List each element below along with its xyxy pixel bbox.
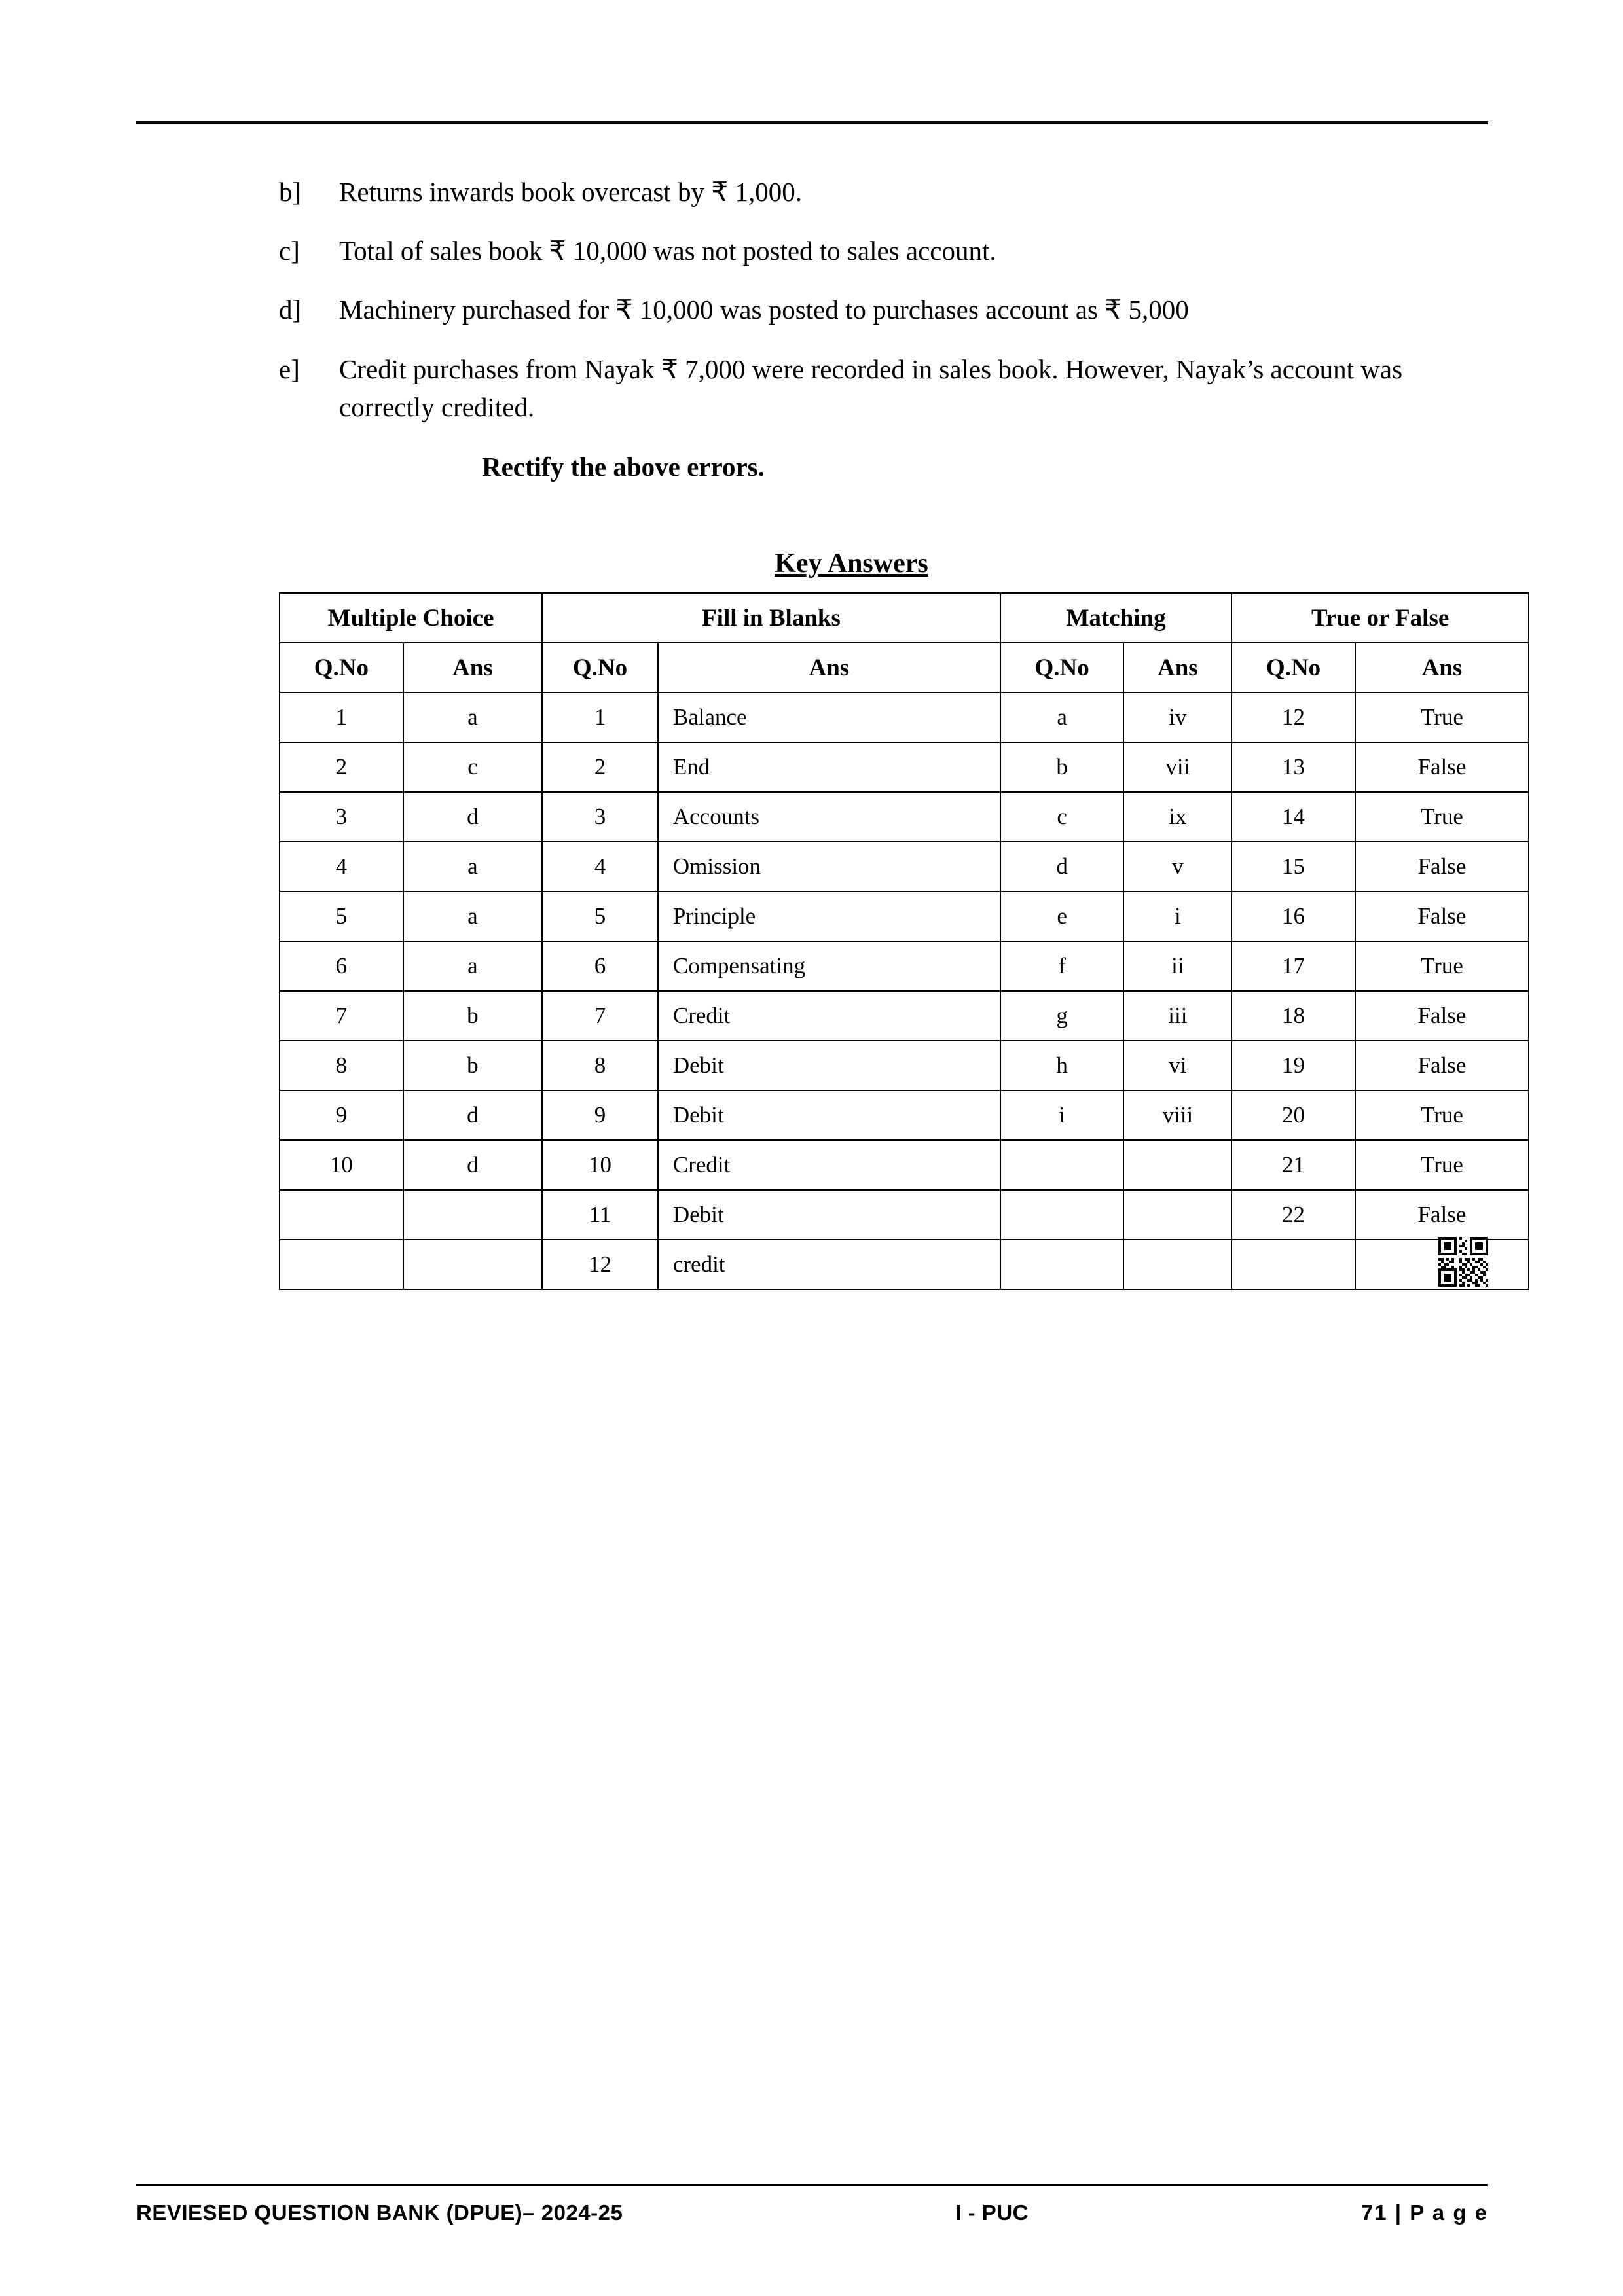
sub-header: Ans — [403, 643, 543, 692]
sub-header: Ans — [658, 643, 1000, 692]
table-row — [280, 891, 1529, 941]
cell: 3 — [280, 792, 403, 842]
cell: 8 — [280, 1041, 403, 1090]
cell: 9 — [542, 1090, 658, 1140]
footer-rule — [136, 2184, 1488, 2186]
question-label: d] — [279, 295, 302, 325]
cell: 19 — [1231, 1041, 1355, 1090]
sub-header: Ans — [1355, 643, 1529, 692]
table-row — [280, 991, 1529, 1041]
cell: 9 — [280, 1090, 403, 1140]
cell: 16 — [1231, 891, 1355, 941]
cell: b — [403, 991, 543, 1041]
cell: True — [1355, 941, 1529, 991]
cell — [1123, 1240, 1231, 1289]
cell — [1123, 1140, 1231, 1190]
cell: True — [1355, 792, 1529, 842]
cell: d — [403, 1140, 543, 1190]
cell — [1231, 1240, 1355, 1289]
rectify-instruction: Rectify the above errors. — [482, 452, 765, 482]
cell — [1000, 1140, 1124, 1190]
cell: 1 — [280, 692, 403, 742]
list-item — [279, 232, 1488, 270]
cell: e — [1000, 891, 1124, 941]
sub-header: Q.No — [1000, 643, 1124, 692]
sub-header: Q.No — [280, 643, 403, 692]
cell: 7 — [542, 991, 658, 1041]
list-item — [279, 291, 1488, 329]
cell: vi — [1123, 1041, 1231, 1090]
group-header-matching: Matching — [1000, 593, 1231, 643]
header-rule — [136, 121, 1488, 124]
cell: 10 — [280, 1140, 403, 1190]
cell: 5 — [280, 891, 403, 941]
table-row — [280, 1140, 1529, 1190]
table-sub-header-row — [280, 643, 1529, 692]
cell: viii — [1123, 1090, 1231, 1140]
question-text: Total of sales book ₹ 10,000 was not posted to sales account. — [339, 236, 996, 266]
cell: False — [1355, 1190, 1529, 1240]
question-label: e] — [279, 353, 300, 384]
cell: Debit — [658, 1090, 1000, 1140]
cell: 1 — [542, 692, 658, 742]
table-row — [280, 692, 1529, 742]
cell: vii — [1123, 742, 1231, 792]
question-text: Credit purchases from Nayak ₹ 7,000 were recorded in sales book. However, Nayak’s account was correctly credited. — [339, 353, 1403, 422]
cell: ix — [1123, 792, 1231, 842]
cell: Credit — [658, 991, 1000, 1041]
cell: i — [1000, 1090, 1124, 1140]
cell: a — [403, 842, 543, 891]
cell: 6 — [542, 941, 658, 991]
cell — [403, 1190, 543, 1240]
cell: a — [1000, 692, 1124, 742]
cell: Omission — [658, 842, 1000, 891]
cell: Compensating — [658, 941, 1000, 991]
cell: False — [1355, 891, 1529, 941]
cell: 2 — [542, 742, 658, 792]
cell: d — [403, 1090, 543, 1140]
table-row — [280, 941, 1529, 991]
sub-header: Q.No — [542, 643, 658, 692]
cell: Balance — [658, 692, 1000, 742]
cell: c — [403, 742, 543, 792]
cell: 10 — [542, 1140, 658, 1190]
group-header-true-or-false: True or False — [1231, 593, 1529, 643]
cell: 15 — [1231, 842, 1355, 891]
cell — [280, 1240, 403, 1289]
table-row — [280, 1240, 1529, 1289]
sub-header: Q.No — [1231, 643, 1355, 692]
footer-center-text: I - PUC — [955, 2200, 1029, 2225]
cell: Debit — [658, 1041, 1000, 1090]
cell — [403, 1240, 543, 1289]
cell: a — [403, 941, 543, 991]
cell: 4 — [280, 842, 403, 891]
cell: credit — [658, 1240, 1000, 1289]
cell: f — [1000, 941, 1124, 991]
cell: 12 — [1231, 692, 1355, 742]
cell: b — [403, 1041, 543, 1090]
cell: iii — [1123, 991, 1231, 1041]
sub-header: Ans — [1123, 643, 1231, 692]
page-footer — [136, 2184, 1488, 2225]
group-header-multiple-choice: Multiple Choice — [280, 593, 542, 643]
cell: g — [1000, 991, 1124, 1041]
cell: 5 — [542, 891, 658, 941]
question-label: b] — [279, 177, 302, 207]
cell: 11 — [542, 1190, 658, 1240]
table-row — [280, 842, 1529, 891]
cell: 20 — [1231, 1090, 1355, 1140]
cell: 21 — [1231, 1140, 1355, 1190]
cell: d — [1000, 842, 1124, 891]
question-label: c] — [279, 236, 300, 266]
cell: False — [1355, 742, 1529, 792]
group-header-fill-in-blanks: Fill in Blanks — [542, 593, 1000, 643]
table-group-header-row — [280, 593, 1529, 643]
cell — [1000, 1190, 1124, 1240]
cell: ii — [1123, 941, 1231, 991]
cell: 14 — [1231, 792, 1355, 842]
cell: False — [1355, 842, 1529, 891]
cell: True — [1355, 692, 1529, 742]
cell: False — [1355, 1041, 1529, 1090]
list-item — [279, 173, 1488, 211]
cell: 4 — [542, 842, 658, 891]
qr-code-icon — [1438, 1237, 1488, 1287]
cell: Principle — [658, 891, 1000, 941]
cell: False — [1355, 991, 1529, 1041]
footer-left-text: REVIESED QUESTION BANK (DPUE)– 2024-25 — [136, 2200, 623, 2225]
cell: a — [403, 891, 543, 941]
question-text: Machinery purchased for ₹ 10,000 was posted to purchases account as ₹ 5,000 — [339, 295, 1189, 325]
cell: 12 — [542, 1240, 658, 1289]
cell — [280, 1190, 403, 1240]
cell: True — [1355, 1140, 1529, 1190]
cell: Credit — [658, 1140, 1000, 1190]
key-answers-table — [279, 592, 1529, 1290]
cell: 6 — [280, 941, 403, 991]
cell: 17 — [1231, 941, 1355, 991]
table-row — [280, 1090, 1529, 1140]
question-list — [136, 173, 1488, 482]
cell — [1000, 1240, 1124, 1289]
cell: 8 — [542, 1041, 658, 1090]
table-row — [280, 1041, 1529, 1090]
question-text: Returns inwards book overcast by ₹ 1,000. — [339, 177, 803, 207]
cell: 7 — [280, 991, 403, 1041]
cell: b — [1000, 742, 1124, 792]
footer-page-number: 71 | P a g e — [1360, 2200, 1488, 2225]
list-item — [279, 350, 1488, 426]
page-content — [136, 121, 1488, 1290]
table-row — [280, 792, 1529, 842]
cell: Debit — [658, 1190, 1000, 1240]
cell: a — [403, 692, 543, 742]
cell — [1123, 1190, 1231, 1240]
cell: v — [1123, 842, 1231, 891]
cell: End — [658, 742, 1000, 792]
cell: iv — [1123, 692, 1231, 742]
cell: c — [1000, 792, 1124, 842]
cell: h — [1000, 1041, 1124, 1090]
cell: 18 — [1231, 991, 1355, 1041]
cell: 13 — [1231, 742, 1355, 792]
key-answers-title: Key Answers — [775, 548, 928, 579]
cell: True — [1355, 1090, 1529, 1140]
cell: d — [403, 792, 543, 842]
cell: 3 — [542, 792, 658, 842]
cell: Accounts — [658, 792, 1000, 842]
cell: 22 — [1231, 1190, 1355, 1240]
table-row — [280, 742, 1529, 792]
cell: i — [1123, 891, 1231, 941]
cell: 2 — [280, 742, 403, 792]
table-row — [280, 1190, 1529, 1240]
